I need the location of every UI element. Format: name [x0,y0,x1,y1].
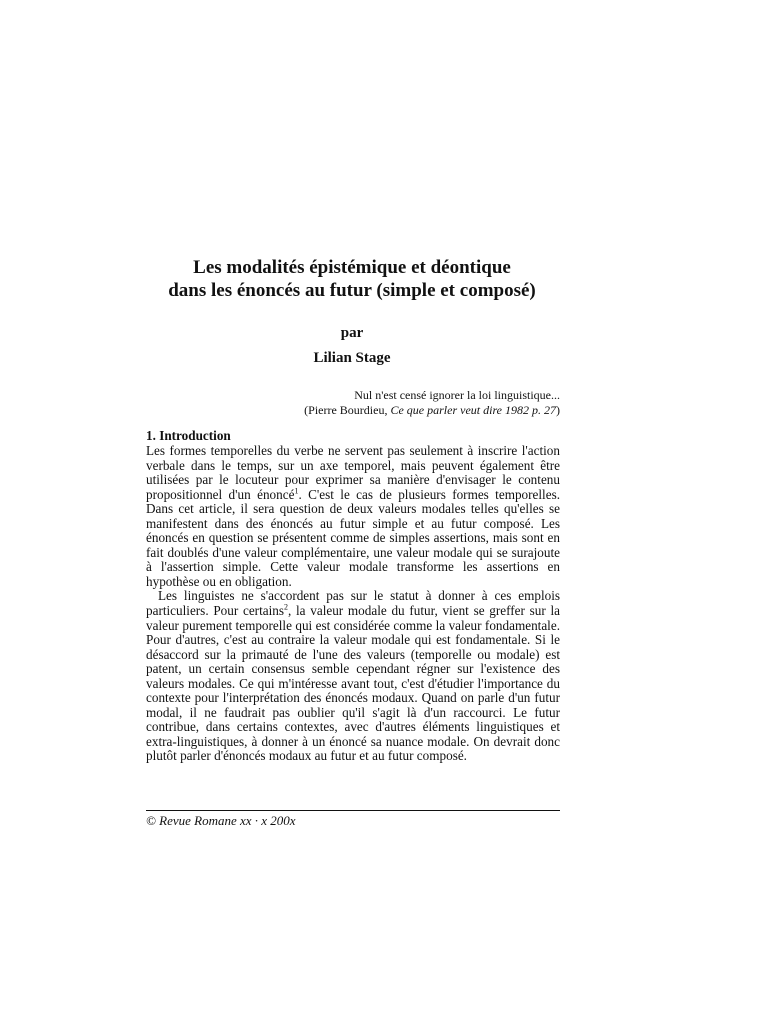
epigraph-source-title: Ce que parler veut dire 1982 p. 27 [390,403,556,417]
paragraph-2-text-a: Les linguistes ne s'accordent pas sur le statut à donner à ces emplois particuliers. Pour certains [146,588,560,619]
article-title-line-1: Les modalités épistémique et déontique [193,257,511,278]
epigraph-source-prefix: (Pierre Bourdieu, [304,403,391,417]
journal-footer: © Revue Romane xx · x 200x [146,813,296,828]
epigraph-quote: Nul n'est censé ignorer la loi linguistique... [354,388,560,402]
paragraph-1-text-b: . C'est le cas de plusieurs formes temporelles. Dans cet article, il sera question de deux valeurs modales telles qu'elles se manifestent dans des énoncés au futur simple et au futur composé. Les énoncés en question se présentent comme de simples assertions, mais sont en fait doublés d'une valeur complémentaire, une valeur modale qui se surajoute à l'assertion simple. Cette valeur modale transforme les assertions en hypothèse ou en obligation. [146,486,561,589]
epigraph-source [250,403,560,418]
article-title [100,256,604,302]
byline-par: par [340,325,364,341]
epigraph [250,388,560,418]
section-heading: 1. Introduction [146,428,231,443]
paragraph-1-text-a: Les formes temporelles du verbe ne servent pas seulement à inscrire l'action verbale dans le temps, sur un axe temporel, mais peuvent également être utilisées par le locuteur pour exprimer sa manière d'envisager le contenu propositionnel d'un énoncé [146,443,560,502]
paragraph-2-text-b: , la valeur modale du futur, vient se greffer sur la valeur purement temporelle qui est considérée comme la valeur fondamentale. Pour d'autres, c'est au contraire la valeur modale qui est fondamentale. Si le désaccord sur la primauté de l'une des valeurs (temporelle ou modale) est patent, un certain consensus semble cependant régner sur l'existence des valeurs modales. Ce qui m'intéresse avant tout, c'est d'étudier l'importance du contexte pour l'interprétation des énoncés modaux. Quand on parle d'un futur modal, il ne faudrait pas oublier qu'il s'agit là d'un raccourci. Le futur contribue, dans certains contextes, avec d'autres éléments linguistiques et extra-linguistiques, à donner à un énoncé sa nuance modale. On devrait donc plutôt parler d'énoncés modaux au futur et au futur composé. [146,603,560,764]
footnote-marker-2: 2 [283,602,288,612]
footnote-marker-1: 1 [294,486,299,496]
article-title-line-2: dans les énoncés au futur (simple et composé) [168,280,536,301]
epigraph-source-suffix: ) [556,403,560,417]
paragraph-2 [146,589,560,764]
author-name: Lilian Stage [313,350,391,366]
footer-rule [146,810,560,811]
article-body [146,428,560,764]
paragraph-1 [146,444,560,589]
